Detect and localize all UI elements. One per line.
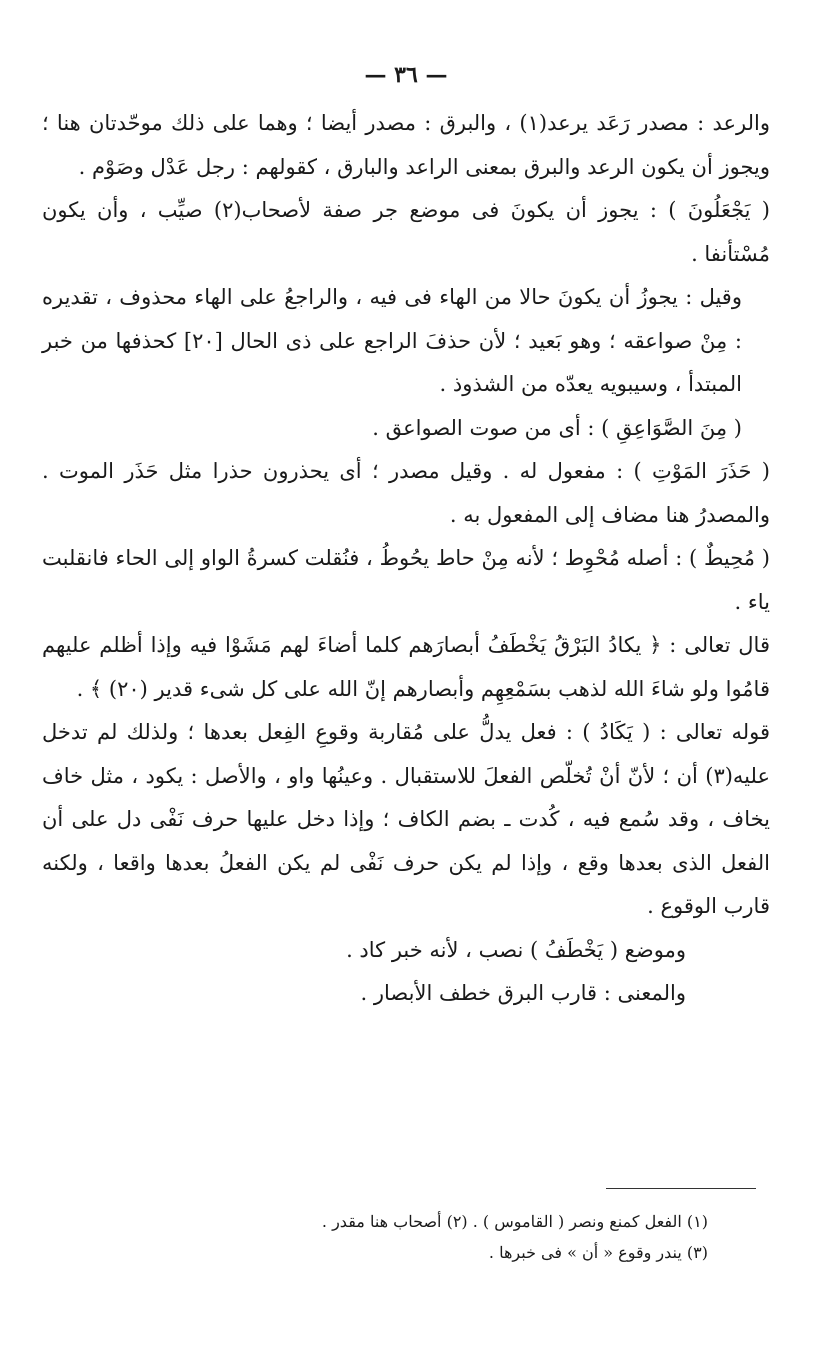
- paragraph-raad: والرعد : مصدر رَعَد يرعد(١) ، والبرق : مصدر أيضا ؛ وهما على ذلك موحّدتان هنا ؛ ويجوز أن يكون الرعد والبرق بمعنى الراعد والبارق ، كقولهم : رجل عَدْل وصَوْم .: [42, 111, 770, 179]
- paragraph-hadhar: ( حَذَرَ المَوْتِ ) : مفعول له . وقيل مصدر ؛ أى يحذرون حذرا مثل حَذَر الموت . والمصدرُ هنا مضاف إلى المفعول به .: [42, 459, 770, 527]
- paragraph-mawdi: وموضع ( يَخْطَفُ ) نصب ، لأنه خبر كاد .: [346, 937, 686, 962]
- paragraph-muhit: ( مُحِيطٌ ) : أصله مُحْوِط ؛ لأنه مِنْ حاط يحُوطُ ، فنُقلت كسرةُ الواو إلى الحاء فانقلبت ياء .: [42, 546, 770, 614]
- paragraph-verse: قال تعالى : ﴿ يكادُ البَرْقُ يَخْطَفُ أبصارَهم كلما أضاءَ لهم مَشَوْا فيه وإذا أظلم عليهم قامُوا ولو شاءَ الله لذهب بسَمْعِهِم وأبصارهم إنّ الله على كل شىء قدير (٢٠) ﴾ .: [42, 633, 770, 701]
- paragraph-yajalun: ( يَجْعَلُونَ ) : يجوز أن يكونَ فى موضع جر صفة لأصحاب(٢) صيِّب ، وأن يكون مُسْتأنفا .: [42, 198, 771, 266]
- paragraph-wa-qila: وقيل : يجوزُ أن يكونَ حالا من الهاء فى فيه ، والراجعُ على الهاء محذوف ، تقديره : مِنْ صواعقه ؛ وهو بَعيد ؛ لأن حذفَ الراجع على ذى الحال [٢٠] كحذفها من خبر المبتدأ ، وسيبويه يعدّه من الشذوذ .: [42, 285, 742, 396]
- footnote-divider: [606, 1188, 756, 1189]
- paragraph-mana: والمعنى : قارب البرق خطف الأبصار .: [360, 981, 686, 1005]
- main-text: [42, 102, 770, 1016]
- paragraph-sawaiq: ( مِنَ الصَّوَاعِقِ ) : أى من صوت الصواعق .: [372, 415, 742, 440]
- paragraph-yakadu: قوله تعالى : ( يَكَادُ ) : فعل يدلُّ على مُقاربة وقوعِ الفِعل بعدها ؛ ولذلك لم تدخل عليه(٣) أن ؛ لأنّ أنْ تُخلّص الفعلَ للاستقبال . وعينُها واو ، والأصل : يكود ، مثل خاف يخاف ، وقد سُمع فيه ، كُدت ـ بضم الكاف ؛ وإذا دخل عليها حرف نَفْى دل على أن الفعل الذى بعدها وقع ، وإذا لم يكن حرف نَفْى لم يكن الفعلُ بعدها واقعا ، ولكنه قارب الوقوع .: [42, 720, 770, 918]
- footnote-line: (٣) يندر وقوع « أن » فى خبرها .: [488, 1243, 708, 1262]
- page-number: — ٣٦ —: [364, 62, 448, 88]
- footnotes: [322, 1206, 708, 1268]
- footnote-line: (١) الفعل كمنع ونصر ( القاموس ) . (٢) أصحاب هنا مقدر .: [321, 1212, 708, 1231]
